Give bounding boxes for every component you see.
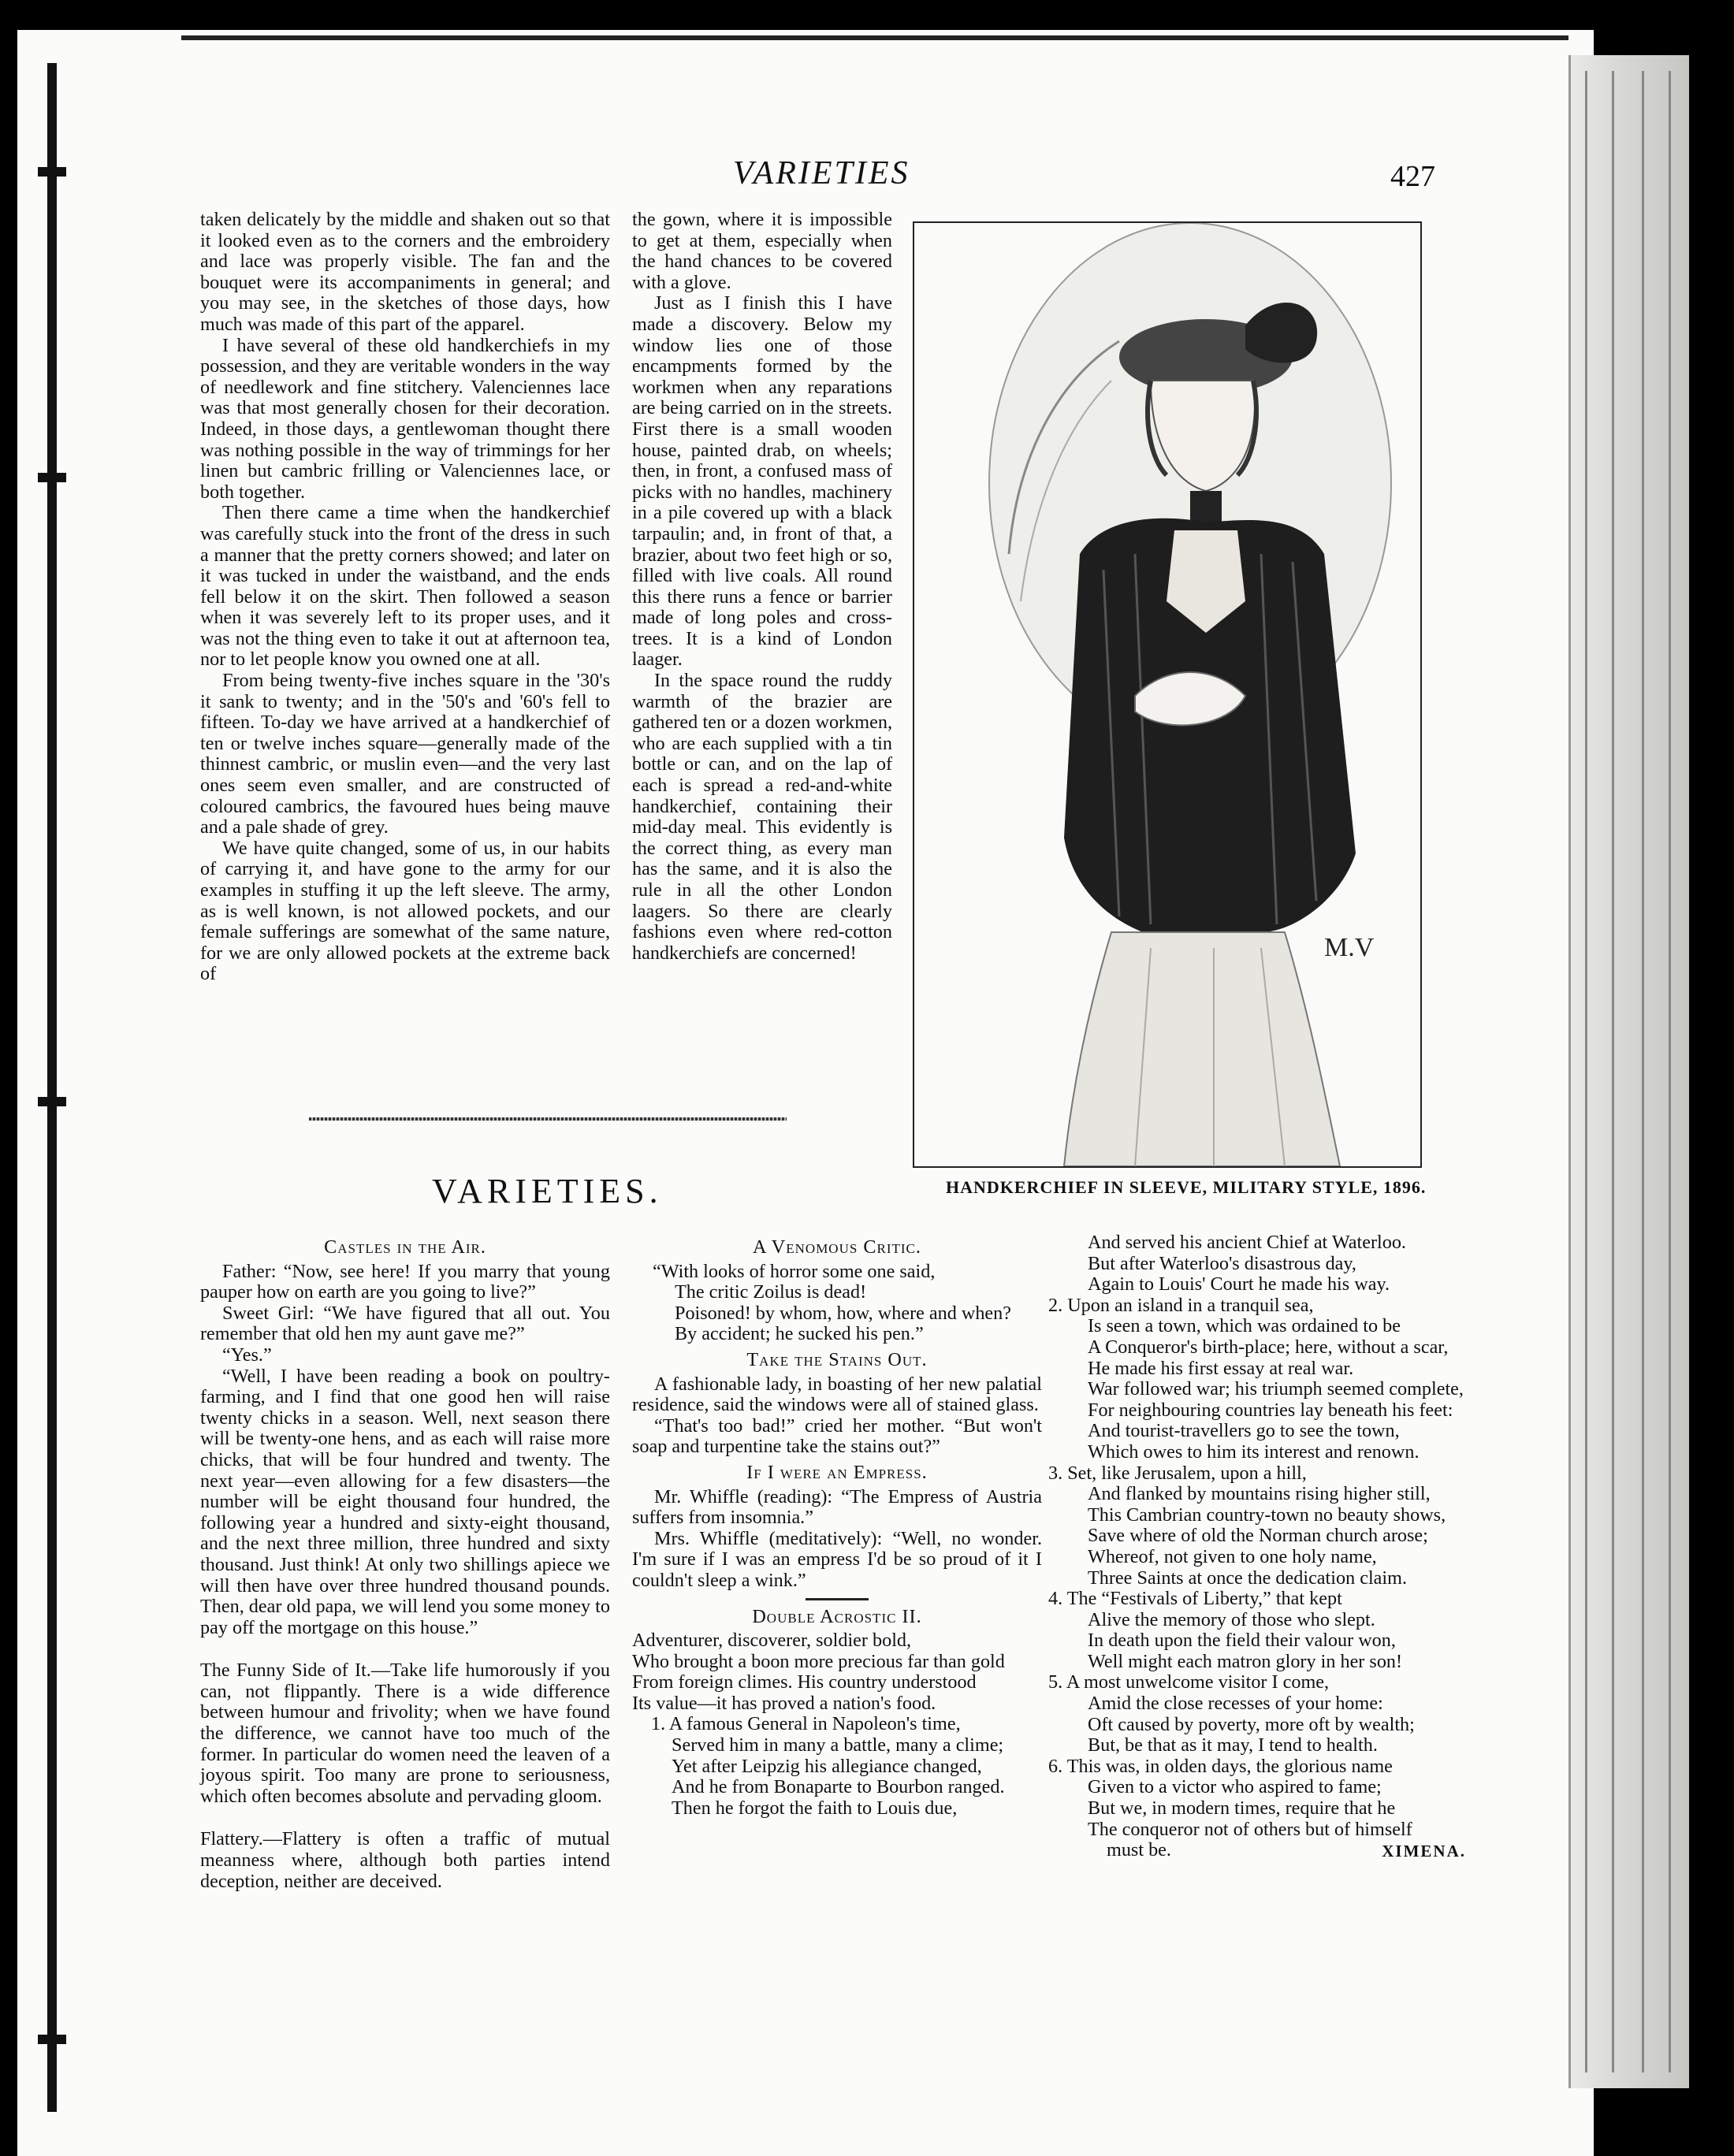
verse-line: For neighbouring countries lay beneath his feet: [1088,1399,1453,1421]
short-divider [806,1598,869,1600]
article-paragraph: the gown, where it is impossible to get at them, especially when the hand chances to be covered with a glove. [632,209,892,293]
article-paragraph: taken delicately by the middle and shaken out so that it looked even as to the corners and the embroidery and lace was properly visible. The fan and the bouquet were its accompaniments in general; and you may see, in the sketches of those days, how much was made of this part of the apparel. [200,209,610,335]
verse-line: 5. A most unwelcome visitor I come, [1048,1671,1330,1693]
page-edges [1568,55,1689,2088]
woman-in-jacket-drawing [914,223,1420,1166]
verse-line: “With looks of horror some one said, [653,1260,936,1282]
verse-line: Poisoned! by whom, how, where and when? [675,1302,1012,1324]
verse-line: Three Saints at once the dedication claim. [1088,1567,1407,1589]
varieties-column-2 [632,1232,1042,1819]
varieties-column-3 [1048,1232,1466,1861]
page-number: 427 [1390,160,1435,193]
verse-line: Oft caused by poverty, more oft by wealth; [1088,1713,1415,1735]
article-paragraph: From being twenty-five inches square in the '30's it sank to twenty; and in the '50's and '60's fell to fifteen. To-day we have arrived at a handkerchief of ten or twelve inches square—generally made of the thinnest cambric, or muslin even—and the very last ones seem even smaller, and are constructed of coloured cambrics, the favoured hues being mauve and a pale shade of grey. [200,670,610,838]
verse-line: 4. The “Festivals of Liberty,” that kept [1048,1588,1342,1610]
verse-line: From foreign climes. His country understood [632,1671,977,1693]
illustration-caption: HANDKERCHIEF IN SLEEVE, MILITARY STYLE, 1896. [946,1177,1427,1197]
flattery-paragraph: Flattery.—Flattery is often a traffic of mutual meanness where, although both parties intend deception, neither are deceived. [200,1828,610,1892]
verse-line: Which owes to him its interest and renown. [1088,1440,1420,1463]
running-title: VARIETIES [733,155,910,191]
verse-line: Yet after Leipzig his allegiance changed, [672,1755,982,1777]
verse-line: Whereof, not given to one holy name, [1088,1545,1377,1567]
verse-line: Then he forgot the faith to Louis due, [672,1797,958,1819]
dialogue-paragraph: Mr. Whiffle (reading): “The Empress of Austria suffers from insomnia.” [632,1485,1042,1529]
dialogue-paragraph: Mrs. Whiffle (meditatively): “Well, no wonder. I'm sure if I was an empress I'd be so proud of it I couldn't sleep a wink.” [632,1527,1042,1591]
venomous-critic-verse [632,1262,1042,1345]
verse-line: Save where of old the Norman church arose; [1088,1525,1428,1547]
verse-line: He made his first essay at real war. [1088,1357,1354,1379]
verse-line: must be. [1107,1839,1171,1861]
verse-line: Alive the memory of those who slept. [1088,1608,1375,1630]
binding-tick [38,167,66,177]
article-paragraph: We have quite changed, some of us, in our habits of carrying it, and have gone to the army for our examples in stuffing it up the left sleeve. The army, as is well known, is not allowed pockets, and our female sufferings are somewhat of the same nature, for we are only allowed pockets at the extreme back of [200,837,610,985]
item-heading: If I were an Empress. [746,1461,928,1483]
verse-line: A Conqueror's birth-place; here, without a scar, [1088,1336,1449,1358]
dialogue-paragraph: “Well, I have been reading a book on poultry-farming, and I find that one good hen will raise twenty chicks in a season. Well, next season there will be twenty-one hens, and as each will raise more chicks, that will be four hundred and twenty. The next year—even allowing for a few disasters—the number will be eight thousand four hundred, the following year a hundred and sixty-eight thousand, and the next three million, three hundred and sixty thousand. Just think! At only two shillings apiece we will then have over three hundred thousand pounds. Then, dear old papa, we will lend you some money to pay off the mortgage on this house.” [200,1365,610,1638]
dialogue-paragraph: “Yes.” [222,1344,272,1366]
item-heading: Double Acrostic II. [752,1605,922,1627]
verse-line: Given to a victor who aspired to fame; [1088,1776,1382,1798]
funny-side-paragraph: The Funny Side of It.—Take life humorously if you can, not flippantly. There is a wide difference between humour and frivolity; when we have found the difference, we cannot have too much of the former. In particular do women need the leaven of a joyous spirit. Too many are prone to seriousness, which often becomes absolute and pervading gloom. [200,1660,610,1807]
verse-line: Adventurer, discoverer, soldier bold, [632,1630,912,1652]
anecdote-paragraph: A fashionable lady, in boasting of her new palatial residence, said the windows were all of stained glass. [632,1373,1042,1416]
article-paragraph: Just as I finish this I have made a discovery. Below my window lies one of those encampments formed by the workmen when any reparations are being carried on in the streets. First there is a small wooden house, painted drab, on wheels; then, in front, a confused mass of picks with no handles, machinery in a pile covered up with a black tarpaulin; and, in front of that, a brazier, about two feet high or so, filled with live coals. All round this there runs a fence or barrier made of long poles and cross-trees. It is a kind of London laager. [632,292,892,671]
verse-line: Is seen a town, which was ordained to be [1088,1315,1401,1337]
acrostic-signature: XIMENA. [1382,1841,1466,1860]
verse-line: 2. Upon an island in a tranquil sea, [1048,1294,1314,1316]
verse-line: But, be that as it may, I tend to health. [1088,1734,1378,1756]
top-border [181,35,1568,40]
verse-line: And tourist-travellers go to see the town, [1088,1420,1400,1442]
verse-line: Its value—it has proved a nation's food. [632,1692,936,1714]
article-paragraph: In the space round the ruddy warmth of the brazier are gathered ten or a dozen workmen, who are each supplied with a tin bottle or can, and on the lap of each is spread a red-and-white handkerchief, containing their mid-day meal. This evidently is the correct thing, as every man has the same, and it is also the rule in all the other London laagers. So there are clearly fashions even where red-cotton handkerchiefs are concerned! [632,670,892,964]
article-column-2 [632,210,892,964]
binding-spine [47,63,57,2112]
acrostic-verse-continued [1048,1232,1466,1861]
section-divider [309,1117,787,1121]
verse-line: In death upon the field their valour won, [1088,1630,1396,1652]
verse-line: This Cambrian country-town no beauty shows, [1088,1504,1446,1526]
fashion-illustration [913,221,1422,1168]
verse-line: And he from Bonaparte to Bourbon ranged. [672,1776,1005,1798]
varieties-column-1 [200,1232,610,1892]
verse-line: The conqueror not of others but of himself [1088,1818,1412,1840]
artist-signature: M.V [1324,933,1375,962]
dialogue-paragraph: Sweet Girl: “We have figured that all out. You remember that old hen my aunt gave me?” [200,1302,610,1345]
verse-line: Amid the close recesses of your home: [1088,1693,1383,1715]
verse-line: Well might each matron glory in her son! [1088,1650,1403,1672]
verse-line: Who brought a boon more precious far than gold [632,1650,1005,1672]
article-column-1 [200,210,610,985]
verse-line: But we, in modern times, require that he [1088,1797,1396,1820]
article-paragraph: Then there came a time when the handkerchief was carefully stuck into the front of the dress in such a manner that the pretty corners showed; and later on it was tucked in under the waistband, and the ends fell below it on the skirt. Then followed a season when it was severely left to its proper uses, and it was not the thing even to take it out at afternoon tea, nor to let people know you owned one at all. [200,502,610,671]
binding-tick [38,473,66,482]
verse-line: But after Waterloo's disastrous day, [1088,1252,1356,1274]
verse-line: Served him in many a battle, many a clime; [672,1734,1004,1756]
section-title: VARIETIES. [432,1172,663,1210]
binding-tick [38,1097,66,1106]
verse-line: 3. Set, like Jerusalem, upon a hill, [1048,1462,1307,1484]
verse-line: 1. A famous General in Napoleon's time, [651,1713,961,1735]
verse-line: The critic Zoilus is dead! [675,1281,867,1303]
verse-line: 6. This was, in olden days, the glorious name [1048,1755,1393,1777]
verse-line: And flanked by mountains rising higher still, [1088,1483,1431,1505]
verse-line: And served his ancient Chief at Waterloo. [1088,1232,1406,1253]
verse-line: War followed war; his triumph seemed complete, [1088,1378,1464,1400]
acrostic-verse [632,1630,1042,1819]
item-heading: A Venomous Critic. [753,1236,921,1258]
verse-line: Again to Louis' Court he made his way. [1088,1273,1390,1295]
dialogue-paragraph: Father: “Now, see here! If you marry that young pauper how on earth are you going to live?” [200,1260,610,1303]
verse-line: By accident; he sucked his pen.” [675,1323,924,1345]
article-paragraph: I have several of these old handkerchiefs in my possession, and they are veritable wonders in the way of needlework and fine stitchery. Valenciennes lace was that most generally chosen for their decoration. Indeed, in those days, a gentlewoman thought there was nothing possible in the way of trimmings for her linen but cambric frilling or Valenciennes lace, or both together. [200,334,610,503]
anecdote-paragraph: “That's too bad!” cried her mother. “But won't soap and turpentine take the stains out?” [632,1414,1042,1458]
item-heading: Castles in the Air. [324,1236,486,1258]
binding-tick [38,2035,66,2044]
item-heading: Take the Stains Out. [746,1348,928,1370]
